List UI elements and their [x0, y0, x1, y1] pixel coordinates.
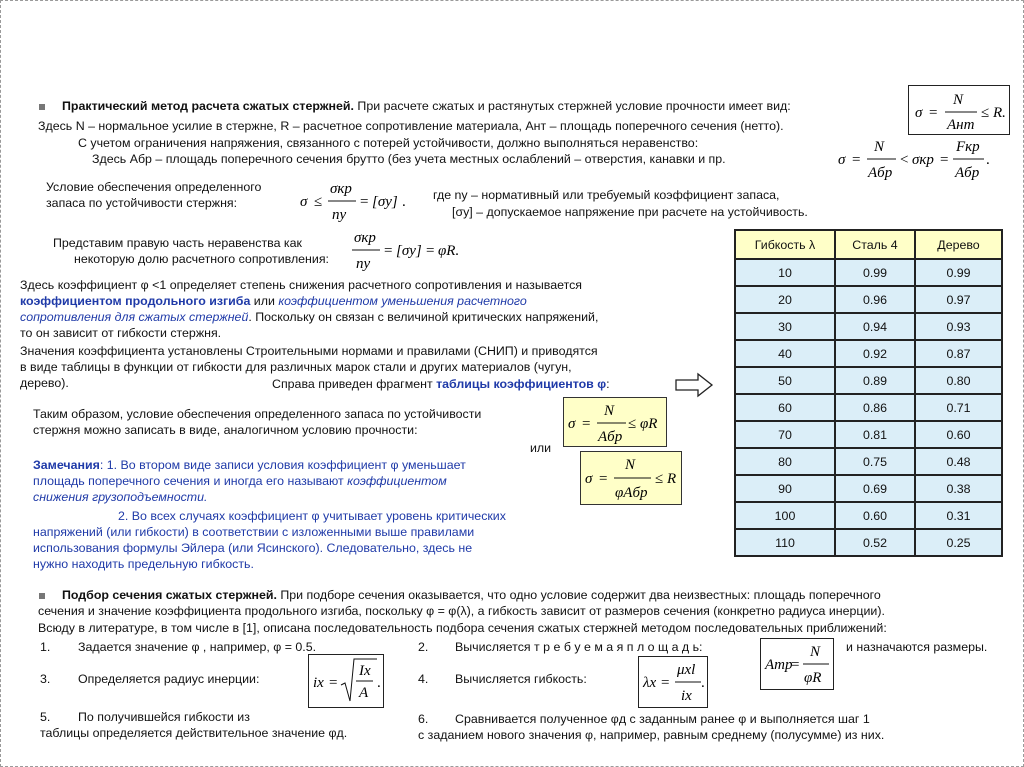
formula-n-y: nу	[332, 207, 347, 223]
table-row	[735, 421, 1002, 448]
formula-eq: =	[940, 152, 949, 168]
table-row	[735, 448, 1002, 475]
step1-text: Задается значение φ , например, φ = 0.5.	[78, 640, 317, 654]
snip-line4	[272, 377, 610, 391]
phi-description-line4: то он зависит от гибкости стержня.	[20, 326, 222, 340]
formula-dot: .	[377, 675, 381, 691]
table-header-cell: Гибкость λ	[735, 230, 835, 259]
required-area-formula	[760, 638, 834, 690]
notes-heading: Замечания	[33, 458, 100, 472]
section1-title: Практический метод расчета сжатых стержней.	[62, 99, 354, 113]
formula-i-x: ix	[313, 675, 324, 691]
formula-sigma-kr: σкр	[354, 230, 376, 246]
formula-phi-r: φR	[804, 670, 822, 686]
formula-le: ≤	[981, 105, 990, 121]
formula-a-nt: Aнт	[947, 117, 975, 133]
step5-text: По получившейся гибкости из	[78, 710, 250, 724]
table-cell: 0.52	[835, 529, 915, 556]
snip-line2: в виде таблицы в функции от гибкости для различных марок стали и других материалов (чугун,	[20, 360, 572, 374]
table-cell: 20	[735, 286, 835, 313]
table-cell: 0.87	[915, 340, 1002, 367]
formula-le: ≤	[314, 194, 323, 210]
table-cell: 0.92	[835, 340, 915, 367]
formula-a-br: Aбр	[598, 429, 623, 445]
table-cell: 10	[735, 259, 835, 286]
step4-number: 4.	[418, 672, 429, 686]
formula-eq: =	[426, 243, 435, 259]
table-body	[735, 259, 1002, 556]
stability-intro-line: С учетом ограничения напряжения, связанного с потерей устойчивости, должно выполняться неравенство:	[78, 136, 699, 150]
table-row	[735, 394, 1002, 421]
section1-title-rest: При расчете сжатых и растянутых стержней условие прочности имеет вид:	[353, 99, 791, 113]
formula-phi-r: φR.	[438, 243, 460, 259]
formula-eq: =	[360, 194, 369, 210]
step5-number: 5.	[40, 710, 51, 724]
formula-n: N	[625, 457, 636, 473]
table-cell: 110	[735, 529, 835, 556]
table-cell: 0.38	[915, 475, 1002, 502]
formula-a-tr: Aтр	[765, 657, 793, 673]
table-row	[735, 286, 1002, 313]
table-cell: 0.25	[915, 529, 1002, 556]
note-line2	[33, 474, 447, 488]
section2-line3: Всюду в литературе, в том числе в [1], описана последовательность подбора сечения сжатых стержней методом последовательных приближений:	[38, 621, 887, 635]
formula-n-y: nу	[356, 256, 371, 272]
formula-n: N	[874, 139, 885, 155]
definition-line: Здесь N – нормальное усилие в стержне, R – расчетное сопротивление материала, Aнт – площадь поперечного сечения (нетто).	[38, 119, 784, 133]
formula-eq: =	[329, 675, 338, 691]
table-cell: 0.96	[835, 286, 915, 313]
step2-number: 2.	[418, 640, 429, 654]
formula-lambda-x: λx	[643, 675, 657, 691]
formula-le: ≤	[628, 416, 637, 432]
table-cell: 90	[735, 475, 835, 502]
table-cell: 60	[735, 394, 835, 421]
table-cell: 0.75	[835, 448, 915, 475]
formula-phi-a-br: φAбр	[615, 485, 648, 501]
thus-line2: стержня можно записать в виде, аналогичном условию прочности:	[33, 423, 418, 437]
table-header-cell: Дерево	[915, 230, 1002, 259]
formula-sigma-kr: σкр	[330, 181, 352, 197]
stability-condition-line2: запаса по устойчивости стержня:	[46, 196, 238, 210]
square-bullet-icon	[39, 593, 45, 599]
strength-formula	[908, 85, 1010, 135]
formula-eq: =	[852, 152, 861, 168]
table-row	[735, 502, 1002, 529]
step1-number: 1.	[40, 640, 51, 654]
formula-sigma-kr: σкр	[912, 152, 934, 168]
formula-sigma: σ	[838, 152, 846, 168]
formula-eq: =	[599, 471, 608, 487]
formula-sigma: σ	[300, 194, 308, 210]
formula-sigma: σ	[915, 105, 923, 121]
table-row	[735, 259, 1002, 286]
table-cell: 100	[735, 502, 835, 529]
formula-i-x: ix	[681, 688, 692, 704]
formula-sigma: σ	[568, 416, 576, 432]
table-cell: 0.31	[915, 502, 1002, 529]
table-header-cell: Сталь 4	[835, 230, 915, 259]
phi-description-line2	[20, 294, 527, 308]
table-cell: 0.80	[915, 367, 1002, 394]
phi-description-text: . Поскольку он связан с величиной критических напряжений,	[248, 310, 599, 324]
table-cell: 0.81	[835, 421, 915, 448]
where-ny-line: где nу – нормативный или требуемый коэффициент запаса,	[433, 188, 780, 202]
formula-le: ≤	[655, 471, 664, 487]
note-line6: использования формулы Эйлера (или Ясинского). Следовательно, здесь не	[33, 541, 473, 555]
represent-line2: некоторую долю расчетного сопротивления:	[74, 252, 329, 266]
formula-lt: <	[900, 152, 909, 168]
formula-r: R	[667, 471, 677, 487]
square-bullet-icon	[39, 104, 45, 110]
note-text: : 1. Во втором виде записи условия коэффициент φ уменьшает	[99, 458, 466, 472]
table-header-row	[735, 230, 1002, 259]
note-line3: снижения грузоподъемности.	[33, 490, 208, 504]
inertia-radius-formula	[308, 654, 384, 708]
represent-line1: Представим правую часть неравенства как	[53, 236, 302, 250]
section1-title-line	[62, 99, 791, 113]
phi-description-line3	[20, 310, 598, 324]
formula-phi-r: φR	[640, 416, 658, 432]
table-cell: 0.93	[915, 313, 1002, 340]
formula-a-br: Aбр	[868, 165, 893, 181]
snip-table-ref-text: Справа приведен фрагмент	[272, 377, 437, 391]
section2-title: Подбор сечения сжатых стержней.	[62, 588, 277, 602]
formula-eq: =	[791, 657, 800, 673]
connector-text: или	[250, 294, 279, 308]
formula-n: N	[953, 92, 964, 108]
table-cell: 0.71	[915, 394, 1002, 421]
stability-condition-line1: Условие обеспечения определенного	[46, 180, 262, 194]
phi-description-line1: Здесь коэффициент φ <1 определяет степень снижения расчетного сопротивления и называется	[20, 278, 583, 292]
stability-formula-2	[580, 451, 682, 505]
formula-eq: =	[582, 416, 591, 432]
note-line1	[33, 458, 466, 472]
table-row	[735, 313, 1002, 340]
table-cell: 30	[735, 313, 835, 340]
formula-eq: =	[929, 105, 938, 121]
step6-text: Сравнивается полученное φд с заданным ранее φ и выполняется шаг 1	[455, 712, 870, 726]
critical-stress-formula	[836, 136, 996, 184]
reduction-coefficient-term: коэффициентом уменьшения расчетного	[278, 294, 527, 308]
table-cell: 50	[735, 367, 835, 394]
section2-title-line	[62, 588, 881, 602]
table-cell: 0.89	[835, 367, 915, 394]
step4-text: Вычисляется гибкость:	[455, 672, 587, 686]
step3-text: Определяется радиус инерции:	[78, 672, 260, 686]
note-text: площадь поперечного сечения и иногда его называют	[33, 474, 348, 488]
formula-ix-top: Ix	[359, 663, 371, 679]
table-cell: 80	[735, 448, 835, 475]
table-cell: 0.48	[915, 448, 1002, 475]
step2-text: Вычисляется т р е б у е м а я п л о щ а д ь:	[455, 640, 703, 654]
formula-dot: .	[402, 194, 406, 210]
section2-line2: сечения и значение коэффициента продольного изгиба, поскольку φ = φ(λ), а гибкость зависит от размеров сечения (конкретно радиуса инерции).	[38, 604, 885, 618]
formula-mu-l: μxl	[677, 662, 696, 678]
section2-title-rest: При подборе сечения оказывается, что одно условие содержит два неизвестных: площадь поперечного	[276, 588, 881, 602]
gross-area-line: Здесь Aбр – площадь поперечного сечения брутто (без учета местных ослаблений – отверстия, канавки и пр.	[92, 152, 726, 166]
table-cell: 0.69	[835, 475, 915, 502]
step6-text-cont: с заданием нового значения φ, например, равным среднему (полусумме) из них.	[418, 728, 885, 742]
formula-sigma-y: [σу]	[396, 243, 422, 259]
table-cell: 0.60	[915, 421, 1002, 448]
reduction-coefficient-term-cont: сопротивления для сжатых стержней	[20, 310, 249, 324]
note-line4: 2. Во всех случаях коэффициент φ учитывает уровень критических	[118, 509, 506, 523]
safety-factor-formula	[298, 180, 410, 226]
step6-number: 6.	[418, 712, 429, 726]
slenderness-formula	[638, 656, 708, 708]
right-arrow-icon	[674, 372, 714, 401]
formula-n: N	[810, 644, 821, 660]
coefficient-table-link: таблицы коэффициентов φ	[436, 377, 607, 391]
table-row	[735, 475, 1002, 502]
table-cell: 0.99	[915, 259, 1002, 286]
colon: :	[606, 377, 610, 391]
buckling-coefficient-table	[734, 229, 1003, 557]
phi-definition-formula	[350, 229, 468, 275]
formula-dot: .	[701, 675, 705, 691]
snip-line3: дерево).	[20, 376, 69, 390]
note-line5: напряжений (или гибкости) в соответствии с изложенными выше правилами	[33, 525, 475, 539]
stability-formula-1	[563, 397, 667, 447]
formula-eq: =	[661, 675, 670, 691]
table-cell: 40	[735, 340, 835, 367]
buckling-coefficient-term: коэффициентом продольного изгиба	[20, 294, 251, 308]
step2-text-end: и назначаются размеры.	[846, 640, 988, 654]
where-sigma-y-line: [σу] – допускаемое напряжение при расчете на устойчивость.	[452, 205, 808, 219]
thus-line1: Таким образом, условие обеспечения определенного запаса по устойчивости	[33, 407, 482, 421]
formula-sigma: σ	[585, 471, 593, 487]
table-row	[735, 340, 1002, 367]
note-line7: нужно находить предельную гибкость.	[33, 557, 254, 571]
table-cell: 0.94	[835, 313, 915, 340]
formula-eq: =	[384, 243, 393, 259]
table-row	[735, 367, 1002, 394]
table-cell: 0.97	[915, 286, 1002, 313]
table-cell: 0.99	[835, 259, 915, 286]
formula-n: N	[604, 403, 615, 419]
formula-sigma-y: [σу]	[372, 194, 398, 210]
table-row	[735, 529, 1002, 556]
formula-r: R.	[993, 105, 1006, 121]
capacity-reduction-term: коэффициентом	[347, 474, 447, 488]
or-label: или	[530, 441, 552, 455]
step3-number: 3.	[40, 672, 51, 686]
formula-a-br: Aбр	[955, 165, 980, 181]
table-cell: 70	[735, 421, 835, 448]
table-cell: 0.86	[835, 394, 915, 421]
formula-f-kr: Fкр	[956, 139, 980, 155]
step5-text-cont: таблицы определяется действительное значение φд.	[40, 726, 348, 740]
formula-a: A	[359, 685, 369, 701]
formula-dot: .	[986, 152, 990, 168]
table-cell: 0.60	[835, 502, 915, 529]
snip-line1: Значения коэффициента установлены Строительными нормами и правилами (СНИП) и приводятся	[20, 344, 598, 358]
